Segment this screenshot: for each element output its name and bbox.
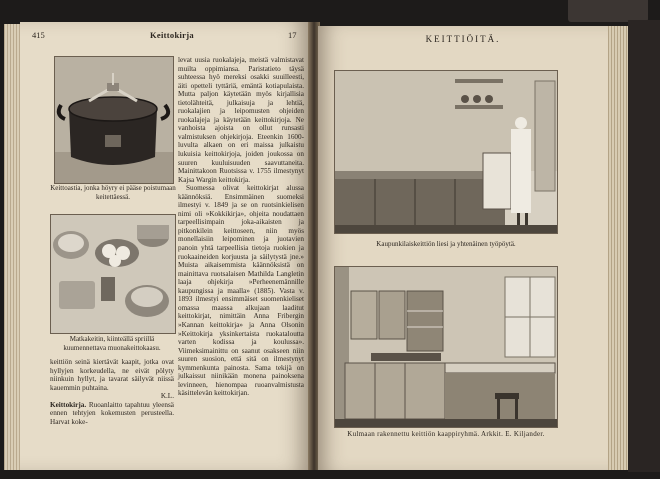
running-head: Keittokirja [150, 30, 194, 40]
kitchen-worktop-photo [334, 70, 558, 234]
column-paragraph-2: Suomessa olivat keittokirjat alussa käännöksiä. Ensimmäinen suomeksi ilmestyi v. 1849 ja se on ruotsinkielisen nimi oli »Kokkikirja», ohjeita noudattaen tarpeellisimpain joka-aikaisten ja pitkonkilein keittoseen, niin myös monellaisiin leipominen ja juotavien panoin yhtä tarpeellisia tietoja ruokien ja ruokaaineiden korjuusta ja säilytystä jne.» Muista aikaisemmista käännöksistä on mainittava ruotsalaisen Mathilda Langletin laaja ohjekirja »Perheenemännille kaupungissa ja maalla» (1885). Vasta v. 1893 ilmestyi ensimmäiset suomenkieliset omassa maassa alkujaan laaditut keittokirjat, nimittäin Anna Fribergin »Kannan keittokirja» ja Anna Olsonin »Keittokirja yksinkertaista ruokataloutta varten kodissa ja koulussa». Viimeksimainittu on saanut osakseen niin suuren suosion, että sitä on ilmestynyt kymmenkunta painosta. Sama tekijä on julkaissut niinikään monena painoksena levinneen, hienompaa ruoanvalmistusta käsittelevän keittokirjan. [178, 184, 304, 398]
author-signature: K.L. [160, 392, 174, 401]
right-page-edges [606, 26, 628, 470]
bottom-text-block [50, 358, 174, 458]
book-cover-edge [628, 20, 660, 472]
left-page-edges [4, 24, 20, 470]
bottom-text-2: Ruoanlaitto tapahtuu yleensä ennen tehtyjen kokemusten perusteella. Harvat koke- [50, 400, 174, 426]
photo3-caption: Kaupunkilaiskeittiön liesi ja yhtenäinen työpöytä. [376, 240, 516, 248]
corner-number: 17 [288, 30, 297, 40]
page-number: 415 [32, 30, 45, 40]
page-title: KEITTIÖITÄ. [425, 34, 501, 44]
bookmark-tab [568, 0, 648, 22]
photo1-caption: Keittoastia, jonka höyry ei pääse poistumaan keitettäessä. [50, 184, 176, 201]
corner-cupboards-photo [334, 266, 558, 428]
photo4-caption: Kulmaan rakennettu keittiön kaappiryhmä. Arkkit. E. Kiljander. [347, 430, 545, 438]
left-page [20, 22, 310, 470]
photo2-caption: Matkakeitin, kiinteällä spriillä kuumennettava muonakeittokaasu. [63, 335, 161, 352]
column-paragraph-1: levat uusia ruokalajeja, meistä valmistavat muilta oppimiansa. Paristatieto täysä suhteessa hyö mereksi osakki suuilleesti, äiti opetteli tyttäriä, emäntä kotiapulaista. Mutta paljon käytetään myös kirjallisia tietolähteitä, julkaisuja ja lehtiä, ruokalajien ja leipomusten ohjeiden ruokalajeja ja käytetään keittokirjoja. Ne vanhoista ajoista on ollut runsasti valmistuksen ohjekirjoja. Eteenkin 1600-luvulta alkaen on eri maissa julkaistu lukuisia keittokirjoja, joiden joukossa on suuren kuuluisuuden saavuttaneita. Mainittakoon Ruotsissa v. 1755 ilmestynyt Kajsa Wargin keittokirja. [178, 56, 304, 184]
keyword-keittokirja: Keittokirja. [50, 400, 87, 409]
camp-stove-photo [50, 214, 176, 334]
right-page [318, 26, 608, 470]
pressure-cooker-photo [54, 56, 174, 184]
bottom-text-1: keittiön seinä kiertävät kaapit, jotka ovat hyllyjen korkeudella, ne eivät pölyty niinkuin hyllyt, ja tavarat säilyvät niissä kauemmin puhtaina. [50, 358, 174, 392]
text-column [178, 56, 304, 398]
